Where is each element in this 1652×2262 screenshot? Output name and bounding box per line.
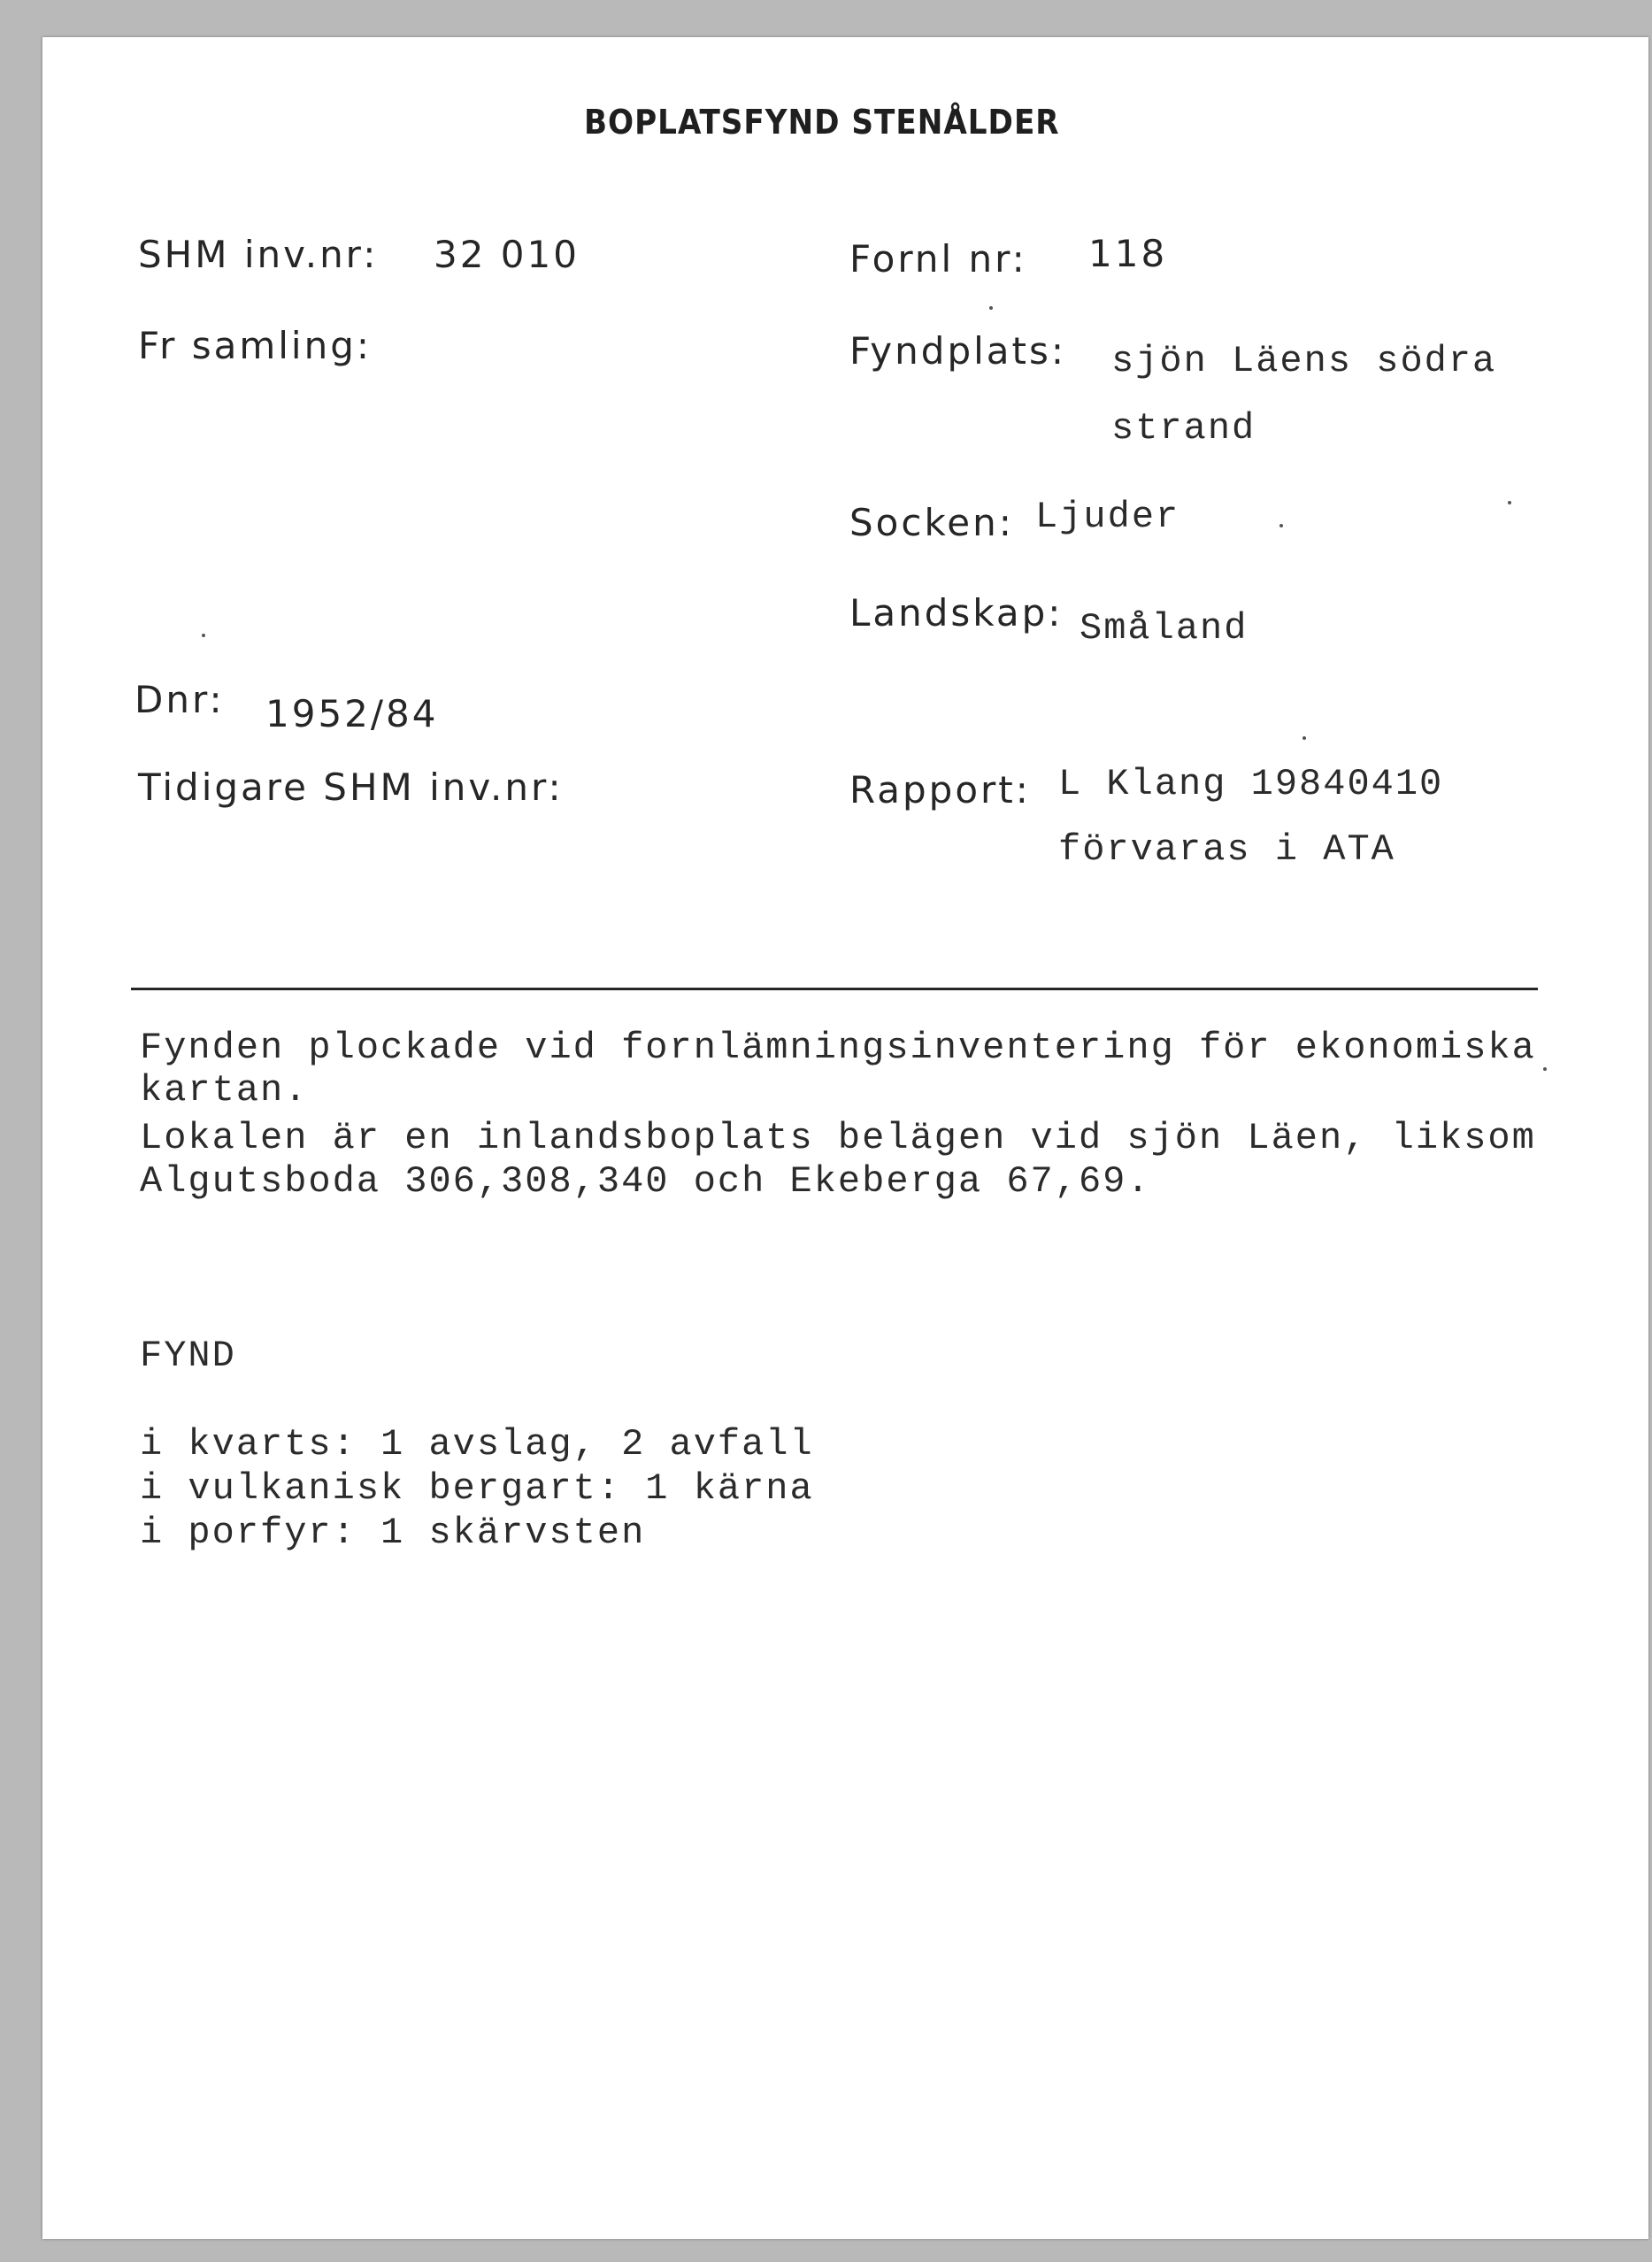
shm-inv-label: SHM inv.nr: [138,233,379,276]
finds-item: i porfyr: 1 skärvsten [140,1512,646,1554]
fyndplats-line1: sjön Läens södra [1111,340,1497,382]
fyndplats-line2: strand [1111,407,1256,450]
fornl-value: 118 [1088,232,1168,275]
description-line: Fynden plockade vid fornlämningsinventering för ekonomiska [140,1027,1536,1069]
divider-rule [131,988,1538,990]
landskap-label: Landskap: [849,591,1064,635]
dnr-label: Dnr: [134,678,225,721]
fornl-label: Fornl nr: [849,237,1027,281]
rapport-label: Rapport: [849,768,1031,812]
finds-heading: FYND [140,1335,236,1377]
landskap-value: Småland [1080,607,1249,650]
rapport-line1: L Klang 19840410 [1058,763,1444,805]
scan-speck [1543,1067,1547,1071]
rapport-line2: förvaras i ATA [1058,828,1395,871]
scan-speck [1279,524,1283,527]
finds-item: i vulkanisk bergart: 1 kärna [140,1467,814,1510]
scan-speck [1302,736,1306,740]
dnr-value: 1952/84 [265,692,439,735]
scan-speck [1508,501,1511,504]
socken-value: Ljuder [1035,496,1180,538]
description-line: kartan. [140,1069,309,1112]
description-line: Lokalen är en inlandsboplats belägen vid sjön Läen, liksom [140,1117,1536,1159]
tidigare-shm-label: Tidigare SHM inv.nr: [138,766,564,809]
finds-item: i kvarts: 1 avslag, 2 avfall [140,1423,814,1466]
fyndplats-label: Fyndplats: [849,329,1067,373]
shm-inv-value: 32 010 [434,233,580,276]
socken-label: Socken: [849,501,1014,544]
description-line: Algutsboda 306,308,340 och Ekeberga 67,69. [140,1160,1151,1203]
fr-samling-label: Fr samling: [138,324,373,367]
card-title: BOPLATSFYND STENÅLDER [584,103,1060,142]
scan-speck [202,634,205,637]
scan-speck [989,306,993,310]
